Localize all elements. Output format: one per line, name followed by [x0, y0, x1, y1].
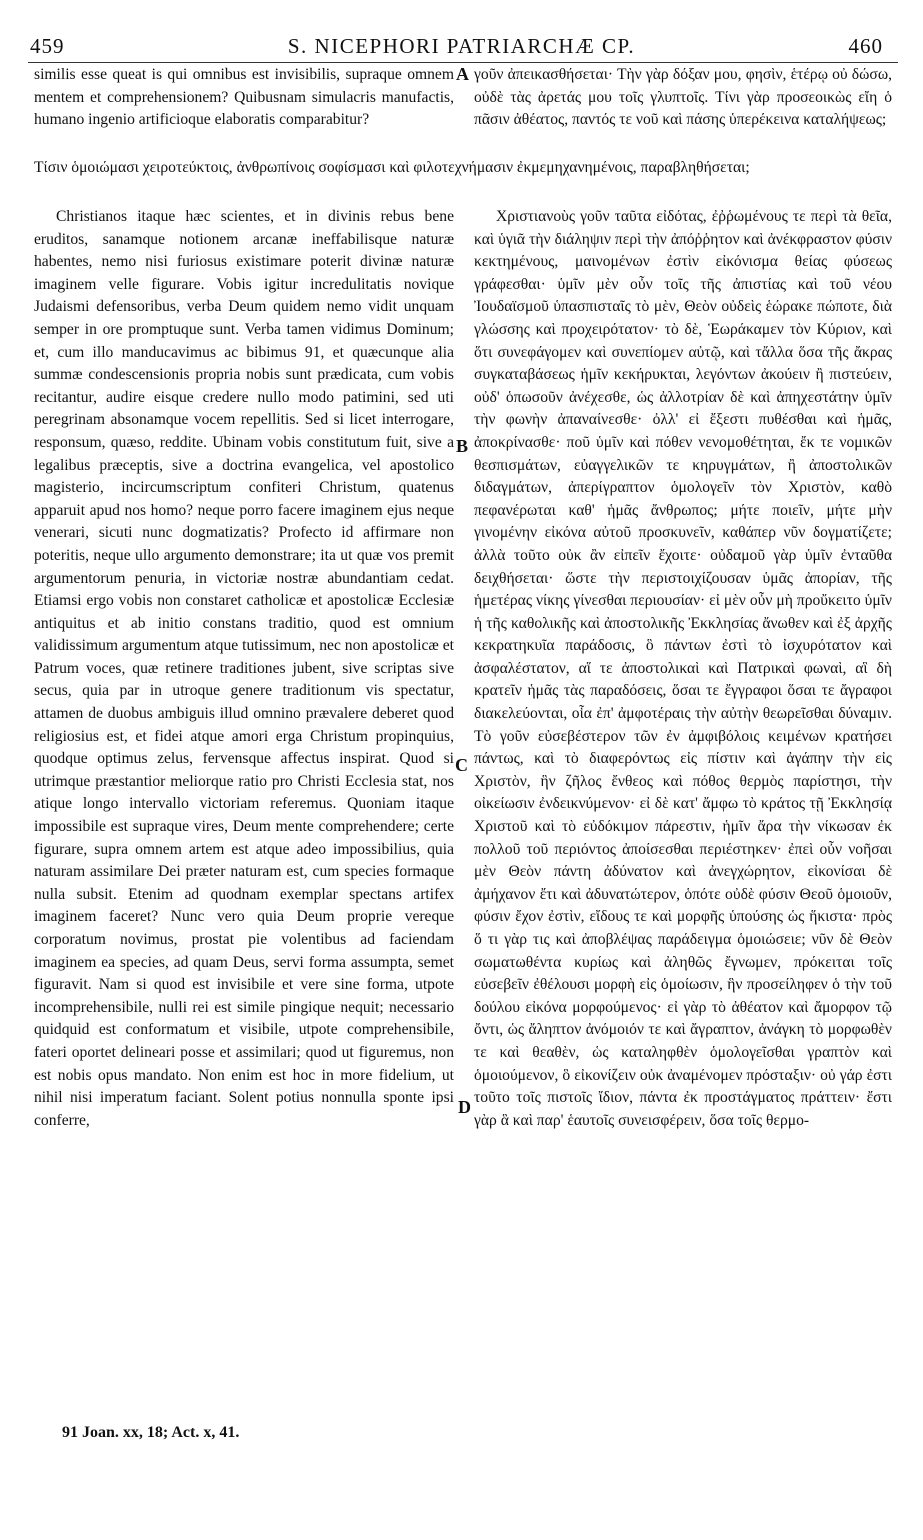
margin-marker-b: B — [456, 436, 469, 456]
latin-top-paragraph: similis esse queat is qui omnibus est invisibilis, supraque omnem mentem et comprehensionem? Quibusnam simulacris manufactis, humano ingenio artificioque elaboratis comparabitur? — [34, 66, 454, 129]
page-number-right: 460 — [848, 34, 883, 58]
margin-marker-c: C — [455, 755, 468, 775]
page-number-left: 459 — [30, 34, 65, 58]
greek-column-top — [474, 64, 892, 132]
running-title: S. NICEPHORI PATRIARCHÆ CP. — [287, 34, 636, 58]
greek-body-paragraph: Χριστιανοὺς γοῦν ταῦτα εἰδότας, ἐῤῥωμένους τε περὶ τὰ θεῖα, καὶ ὑγιᾶ τὴν διάληψιν περὶ τὴν ἀπόῤῥητον καὶ ἀνέκφραστον φύσιν κεκτημένους, μαινομένων ἐστὶν εἰκόνισμα θείας φύσεως γράφεσθαι· ὑμῖν μὲν οὖν τοῖς τῆς ἀπιστίας καὶ τοῦ νέου Ἰουδαϊσμοῦ ὑπασπισταῖς τὸ μὲν, Θεὸν οὐδεὶς ἑώρακε πώποτε, διὰ γλώσσης καὶ προχειρότατον· τὸ δὲ, Ἑωράκαμεν τὸν Κύριον, καὶ ὅτι συνεφάγομεν καὶ συνεπίομεν αὐτῷ, καὶ τἄλλα ὅσα τῆς ἄκρας συγκαταβάσεως ἡμῖν κεκήρυκται, λεγόντων ἀκούειν ἢ πιστεύειν, οὐδ' ὁπωσοῦν ἀνέχεσθε, ὡς ἀλλοτρίαν δὲ καὶ ἀπηχεστάτην ὑμῖν τὴν φωνὴν ἀπαναίνεσθε· ὀλλ' εἰ ἔξεστι πυθέσθαι καὶ ἡμᾶς, ἀποκρίνασθε· ποῦ ὑμῖν καὶ πόθεν νενομοθέτηται, ἔκ τε νομικῶν θεσπισμάτων, εὐαγγελικῶν τε κηρυγμάτων, ἢ ἀποστολικῶν διδαγμάτων, ἀπερίγραπτον ὁμολογεῖν τὸν Χριστὸν, καθὸ πεφανέρωται καθ' ἡμᾶς ἄνθρωπος; μήτε ποιεῖν, μήτε μὴν γινομένην εἰκόνα αὐτοῦ προσκυνεῖν, καθάπερ νῦν δογματίζετε; ἀλλὰ τοῦτο οὐκ ἂν εἰπεῖν ἔχοιτε· οὐδαμοῦ γὰρ ὑμῖν ἐνταῦθα δειχθήσεται· ὥστε τὴν περιστοιχίζουσαν ὑμᾶς ἀπορίαν, τῆς ἡμετέρας νίκης γίνεσθαι περιουσίαν· εἰ μὲν οὖν μὴ προὔκειτο ὑμῖν ἡ τῆς καθολικῆς καὶ ἀποστολικῆς Ἐκκλησίας ἄνωθεν καὶ ἐξ ἀρχῆς κεκρατηκυῖα παράδοσις, ὃ πάντων ἐστὶ τὸ ἰσχυρότατον καὶ ἀσφαλέστατον, αἵ τε ἀποστολικαὶ καὶ Πατρικαὶ φωναὶ, αἳ δὴ κρατεῖν ἡμᾶς τὰς παραδόσεις, ὅσαι τε ἔγγραφοι ὅσαι τε ἄγραφοι διακελεύονται, οἷα ἐπ' ἀμφοτέραις τὴν αὐτὴν θεωρεῖσθαι δύναμιν. Τὸ γοῦν εὐσεβέστερον τῶν ἐν ἀμφιβόλοις κειμένων κρατήσει πάντως, καὶ τὸ διαφερόντως εἰς πίστιν καὶ ἀγάπην τὴν εἰς Χριστὸν, ἣν ζῆλος ἔνθεος καὶ πόθος θερμὸς παρίστησι, τὴν οἰκείωσιν ἐνδεικνύμενον· εἰ δὲ κατ' ἄμφω τὸ κράτος τῇ Ἐκκλησίᾳ Χριστοῦ καὶ τὸ εὐδόκιμον πάρεστιν, ἡμῖν ἄρα τὴν νίκωσαν ἐκ πολλοῦ τοῦ περιόντος ἀποίσεσθαι περιέστηκεν· ἐπεὶ οὖν νοῆσαι μὲν Θεὸν πάντη ἀδύνατον καὶ ἀνεγχώρητον, εἰκονίσαι δὲ ἀμήχανον ἔτι καὶ ἀδυνατώτερον, ὁπότε οὐδὲ φύσιν Θεοῦ ὁμοιοῦν, φύσιν ἔχον ἐστὶν, εἴδους τε καὶ μορφῆς ὑπούσης ὡς ἥκιστα· πρὸς ὅ τι γὰρ τις καὶ ἀποβλέψας παράδειγμα ὁμοιώσειε; νῦν δὲ Θεὸν σωματωθέντα κυρίως καὶ ἀληθῶς ἔγνωμεν, πρόκειται τοῖς εὐσεβεῖν ἐθέλουσι μορφὴ εἰς ὁμοίωσιν, ἣν προσείληφεν ὁ τὴν τοῦ δούλου εἰκόνα μορφούμενος· εἰ γὰρ τὸ ἀθέατον καὶ ἄμορφον τῷ ὄντι, ὡς ἄληπτον ἀνόμοιόν τε καὶ ἄγραπτον, ἀνάγκη τὸ μορφωθὲν τε καὶ θεαθὲν, ὡς καταληφθὲν ὁμολογεῖσθαι γραπτὸν καὶ ὁμοιούμενον, ὃ εἰκονίζειν οὐκ ἀναμένομεν πρόσταξιν· οὐ γάρ ἐστι τοῦτο τοῖς πιστοῖς ἴδιον, πάντα ἐκ προστάγματος πράττειν· ἔστι γὰρ ἃ καὶ παρ' ἑαυτοῖς συνεισφέρειν, ὅσα τοῖς θερμο- — [474, 208, 892, 1129]
greek-column-body — [474, 206, 892, 1132]
page-header — [0, 30, 923, 60]
footnote: 91 Joan. xx, 18; Act. x, 41. — [62, 1424, 240, 1441]
margin-marker-a: A — [456, 64, 469, 84]
latin-body-paragraph: Christianos itaque hæc scientes, et in divinis rebus bene eruditos, sanamque notionem arcanæ ineffabilisque naturæ habentes, nemo nisi furiosus existimare poterit divinæ naturæ imaginem velle figurare. Vobis igitur incredulitatis novique Judaismi defensoribus, verba Deum quidem nemo vidit unquam semper in ore promptuque sunt. Verba tamen vidimus Dominum; et, cum illo manducavimus ac bibimus 91, et quæcunque alia summæ condescensionis propria nobis sunt prædicata, cum vobis recitantur, audire eisque credere nullo modo patimini, sed uti peregrinam absonamque vocem repellitis. Sed si licet interrogare, responsum, quæso, reddite. Ubinam vobis constitutum fuit, sive a legalibus præceptis, sive a doctrina evangelica, vel apostolico magisterio, incircumscriptum confiteri Christum, quatenus apparuit apud nos homo? neque porro facere imaginem ejus neque venerari, sicuti nunc dogmatizatis? Profecto id affirmare non poteritis, neque ullo argumento demonstrare; ita ut quæ vos premit argumentorum penuria, in victoriæ nostræ abundantiam cedat. Etiamsi ergo vobis non constaret catholicæ et apostolicæ Ecclesiæ antiquitus et ab initio constans traditio, quod est omnium validissimum argumentum atque tutissimum, nec non apostolicæ et Patrum voces, quæ retinere traditiones jubent, sive scriptas sive secus, quia par in utroque genere traditionum vis spectatur, attamen de duobus ambiguis illud omnino prævalere deberet quod religiosius est, et fidei atque amori erga Christum propinquius, quodque optimus zelus, fervensque affectus inspirat. Quod si utrimque præstantior meliorque ratio pro Christi Ecclesia stat, nos atique longo intervallo victoriam referemus. Quoniam itaque impossibile est supraque vires, Deum mente comprehendere; certe figurare, supra omnem artem est atque adeo impossibilius, quia naturam assimilare Dei præter naturam est, cum species formaque nulla subsit. Etenim ad quodnam exemplar spectans artifex imaginem faceret? Nunc vero quia Deum proprie vereque corporatum novimus, prostat pie volentibus ad faciendam imaginem ea species, ad quam Deus, servi forma assumpta, semet figuravit. Nam si quod est invisibile et vere sine forma, utpote incomprehensibile, nulli rei est simile pingique nequit; necessario quidquid est conformatum et visibile, utpote comprehensibile, fateri oportet delineari posse et assimilari; quod ut figuremus, non est nobis opus mandato. Non enim est hoc in more fidelium, ut nihil nisi imperatum faciant. Solent potius nonnulla sponte ipsi conferre, — [34, 208, 454, 1129]
greek-full-width-line: Τίσιν ὁμοιώμασι χειροτεύκτοις, ἀνθρωπίνοις σοφίσμασι καὶ φιλοτεχνήμασιν ἐκμεμηχανημένοις, παραβληθήσεται; — [34, 159, 750, 176]
greek-top-paragraph: γοῦν ἀπεικασθήσεται· Τὴν γὰρ δόξαν μου, φησὶν, ἑτέρῳ οὐ δώσω, οὐδὲ τὰς ἀρετάς μου τοῖς γλυπτοῖς. Τίνι γὰρ προσεοικὼς εἴη ὁ πᾶσιν ἀθέατος, παντός τε νοῦ καὶ πάσης ὑπερέκεινα καταλήψεως; — [474, 66, 892, 129]
header-rule — [28, 62, 898, 63]
latin-column-top — [34, 64, 454, 132]
margin-marker-d: D — [458, 1097, 471, 1117]
latin-column-body — [34, 206, 454, 1132]
